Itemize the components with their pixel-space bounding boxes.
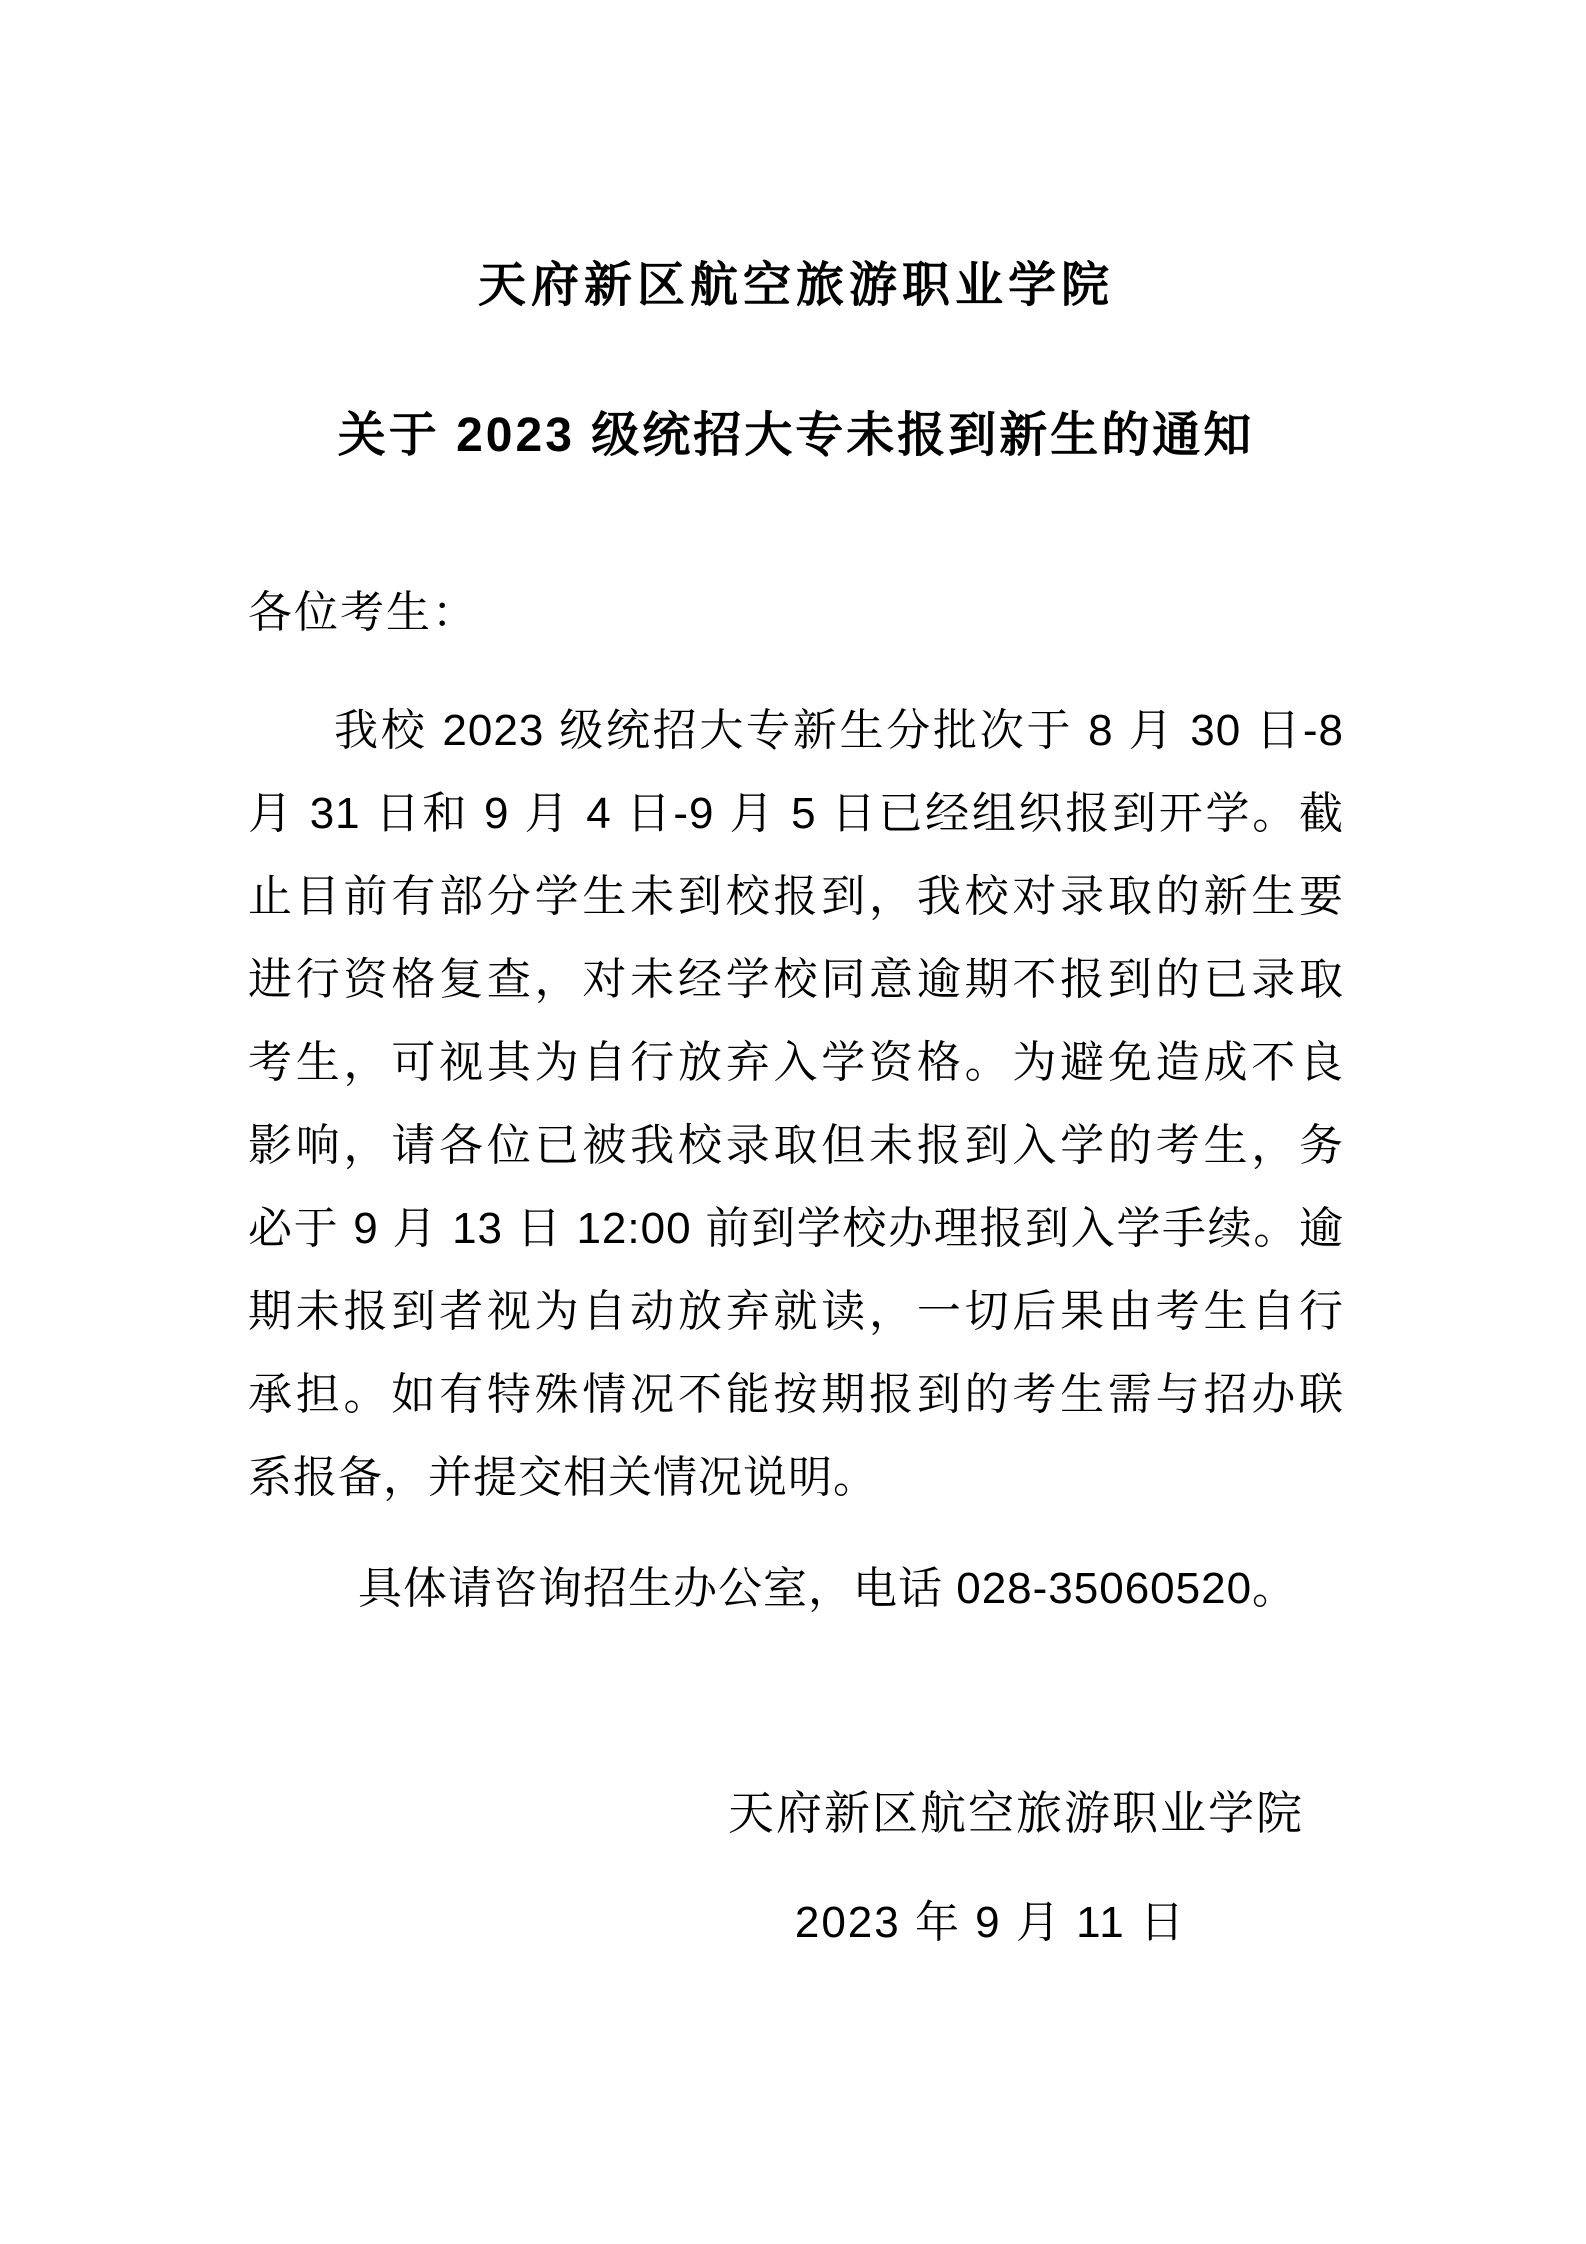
- salutation: 各位考生：: [248, 588, 478, 637]
- body-line: 期未报到者视为自动放弃就读，一切后果由考生自行: [248, 1287, 1344, 1336]
- body-line: 考生，可视其为自行放弃入学资格。为避免造成不良: [248, 1038, 1344, 1087]
- body-line: 进行资格复查，对未经学校同意逾期不报到的已录取: [248, 955, 1344, 1004]
- body-line: 止目前有部分学生未到校报到，我校对录取的新生要: [248, 872, 1344, 921]
- signature-date: 2023 年 9 月 11 日: [794, 1898, 1186, 1947]
- notice-body-paragraph: [248, 689, 1344, 1519]
- body-line: 影响，请各位已被我校录取但未报到入学的考生，务: [248, 1121, 1344, 1170]
- body-line: 我校 2023 级统招大专新生分批次于 8 月 30 日-8: [334, 706, 1344, 755]
- contact-line: 具体请咨询招生办公室，电话 028-35060520。: [358, 1564, 1298, 1613]
- body-line: 系报备，并提交相关情况说明。: [248, 1453, 878, 1502]
- body-line: 月 31 日和 9 月 4 日-9 月 5 日已经组织报到开学。截: [248, 789, 1344, 838]
- body-line: 必于 9 月 13 日 12:00 前到学校办理报到入学手续。逾: [248, 1204, 1344, 1253]
- notice-subtitle: 关于 2023 级统招大专未报到新生的通知: [337, 409, 1255, 462]
- signature-org: 天府新区航空旅游职业学院: [728, 1787, 1304, 1839]
- notice-title: 天府新区航空旅游职业学院: [477, 259, 1114, 312]
- body-line: 承担。如有特殊情况不能按期报到的考生需与招办联: [248, 1370, 1344, 1419]
